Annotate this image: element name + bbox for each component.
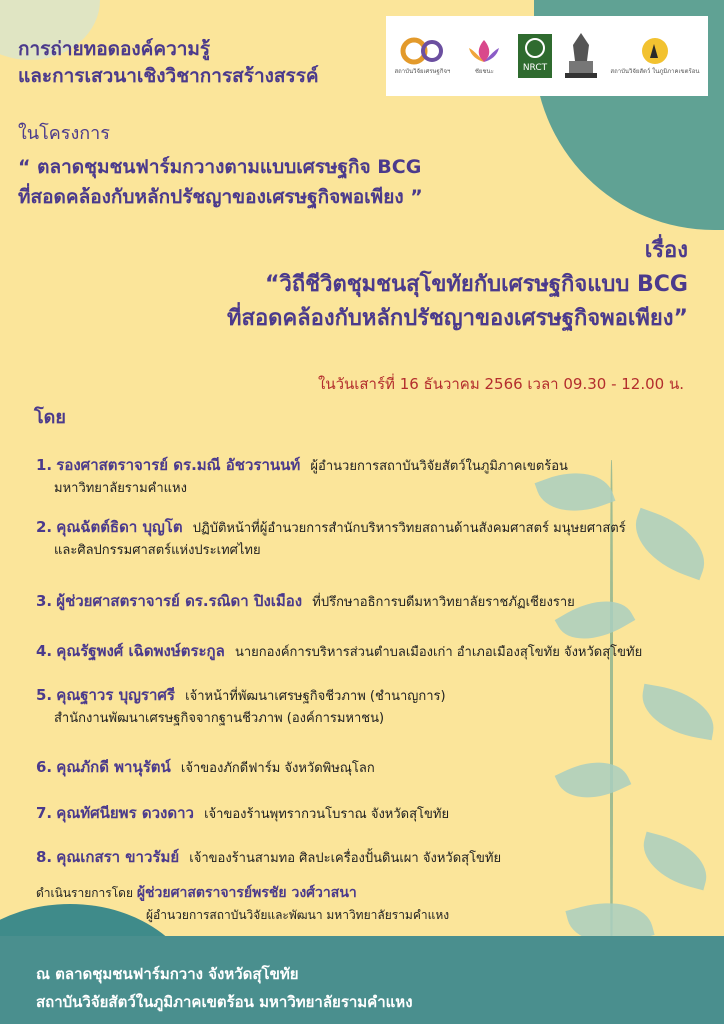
- speaker-name: รองศาสตราจารย์ ดร.มณี อัชวรานนท์: [56, 456, 301, 474]
- logo-caption: สถาบันวิจัยเศรษฐกิจฯ: [394, 68, 451, 75]
- speaker-role-line2: สำนักงานพัฒนาเศรษฐกิจจากฐานชีวภาพ (องค์การมหาชน): [54, 711, 385, 726]
- moderator-prefix: ดำเนินรายการโดย: [36, 886, 133, 900]
- header-title: [18, 36, 319, 90]
- ao-logo-icon: [395, 36, 451, 76]
- speaker-item: [36, 756, 375, 780]
- speaker-role: เจ้าหน้าที่พัฒนาเศรษฐกิจชีวภาพ (ชำนาญการ): [185, 689, 446, 704]
- moderator-role: ผู้อำนวยการสถาบันวิจัยและพัฒนา มหาวิทยาลัยรามคำแหง: [146, 908, 450, 922]
- deer-institute-logo-icon: [610, 36, 699, 76]
- speaker-item: [36, 454, 568, 500]
- speaker-role: เจ้าของภักดีฟาร์ม จังหวัดพิษณุโลก: [180, 761, 375, 776]
- speaker-number: 1.: [36, 456, 53, 474]
- lotus-logo-icon: [459, 36, 509, 76]
- speaker-role-line2: และศิลปกรรมศาสตร์แห่งประเทศไทย: [54, 543, 261, 558]
- speaker-name: คุณทัศนียพร ดวงดาว: [56, 804, 194, 822]
- moderator: [36, 882, 449, 926]
- topic-title: [227, 268, 688, 336]
- speaker-number: 3.: [36, 592, 53, 610]
- header-title-line2: และการเสวนาเชิงวิชาการสร้างสรรค์: [18, 65, 319, 87]
- svg-text:NRCT: NRCT: [523, 63, 548, 73]
- speaker-name: คุณฉัตต์ธิดา บุญโต: [56, 518, 183, 536]
- header-title-line1: การถ่ายทอดองค์ความรู้: [18, 38, 211, 60]
- speaker-number: 8.: [36, 848, 53, 866]
- leaf-decoration: [624, 508, 716, 580]
- logo-caption: สถาบันวิจัยสัตว์ ในภูมิภาคเขตร้อน: [610, 68, 700, 75]
- speaker-role: เจ้าของร้านพุทรากวนโบราณ จังหวัดสุโขทัย: [204, 807, 450, 822]
- venue-line2: สถาบันวิจัยสัตว์ในภูมิภาคเขตร้อน มหาวิทยาลัยรามคำแหง: [36, 993, 413, 1011]
- speaker-number: 5.: [36, 686, 53, 704]
- speaker-role: ปฏิบัติหน้าที่ผู้อำนวยการสำนักบริหารวิทยสถานด้านสังคมศาสตร์ มนุษยศาสตร์: [192, 521, 626, 536]
- speaker-name: คุณภักดี พานุรัตน์: [56, 758, 171, 776]
- project-name: [18, 152, 423, 212]
- topic-line2: ที่สอดคล้องกับหลักปรัชญาของเศรษฐกิจพอเพียง”: [227, 306, 688, 331]
- logo-caption: ชัยชนะ: [474, 68, 494, 75]
- speaker-number: 6.: [36, 758, 53, 776]
- leaf-decoration: [637, 684, 719, 741]
- event-date: ในวันเสาร์ที่ 16 ธันวาคม 2566 เวลา 09.30 - 12.00 น.: [318, 375, 684, 393]
- speaker-role: นายกองค์การบริหารส่วนตำบลเมืองเก่า อำเภอเมืองสุโขทัย จังหวัดสุโขทัย: [234, 645, 643, 660]
- project-name-line2: ที่สอดคล้องกับหลักปรัชญาของเศรษฐกิจพอเพียง ”: [18, 186, 423, 208]
- speaker-role: เจ้าของร้านสามทอ ศิลปะเครื่องปั้นดินเผา จังหวัดสุโขทัย: [189, 851, 502, 866]
- topic-line1: “วิถีชีวิตชุมชนสุโขทัยกับเศรษฐกิจแบบ BCG: [265, 272, 688, 297]
- speaker-name: ผู้ช่วยศาสตราจารย์ ดร.รณิดา ปิงเมือง: [56, 592, 303, 610]
- project-name-line1: “ ตลาดชุมชนฟาร์มกวางตามแบบเศรษฐกิจ BCG: [18, 156, 422, 178]
- topic-label: เรื่อง: [644, 238, 688, 263]
- by-label: โดย: [34, 407, 66, 428]
- speaker-name: คุณฐาวร บุญราศรี: [56, 686, 175, 704]
- logo-strip: [386, 16, 708, 96]
- nrct-logo-icon: [518, 34, 552, 78]
- leaf-decoration: [636, 832, 714, 891]
- speaker-number: 2.: [36, 518, 53, 536]
- speaker-name: คุณรัฐพงศ์ เฉิดพงษ์ตระกูล: [56, 642, 225, 660]
- speaker-number: 4.: [36, 642, 53, 660]
- speaker-item: [36, 684, 446, 730]
- speaker-role: ผู้อำนวยการสถาบันวิจัยสัตว์ในภูมิภาคเขตร้อน: [310, 459, 568, 474]
- project-label: ในโครงการ: [18, 123, 110, 144]
- venue-line1: ณ ตลาดชุมชนฟาร์มกวาง จังหวัดสุโขทัย: [36, 965, 299, 983]
- leaf-decoration: [555, 748, 632, 812]
- speaker-item: [36, 590, 575, 614]
- speaker-role-line2: มหาวิทยาลัยรามคำแหง: [54, 481, 187, 496]
- speaker-number: 7.: [36, 804, 53, 822]
- speaker-name: คุณเกสรา ขาวรัมย์: [56, 848, 180, 866]
- speaker-item: [36, 802, 449, 826]
- speaker-item: [36, 516, 626, 562]
- university-emblem-icon: [561, 31, 601, 81]
- venue: [36, 960, 413, 1016]
- speaker-item: [36, 846, 501, 870]
- speaker-role: ที่ปรึกษาอธิการบดีมหาวิทยาลัยราชภัฏเชียงราย: [312, 595, 575, 610]
- moderator-name: ผู้ช่วยศาสตราจารย์พรชัย วงศ์วาสนา: [136, 885, 357, 901]
- speaker-item: [36, 640, 642, 664]
